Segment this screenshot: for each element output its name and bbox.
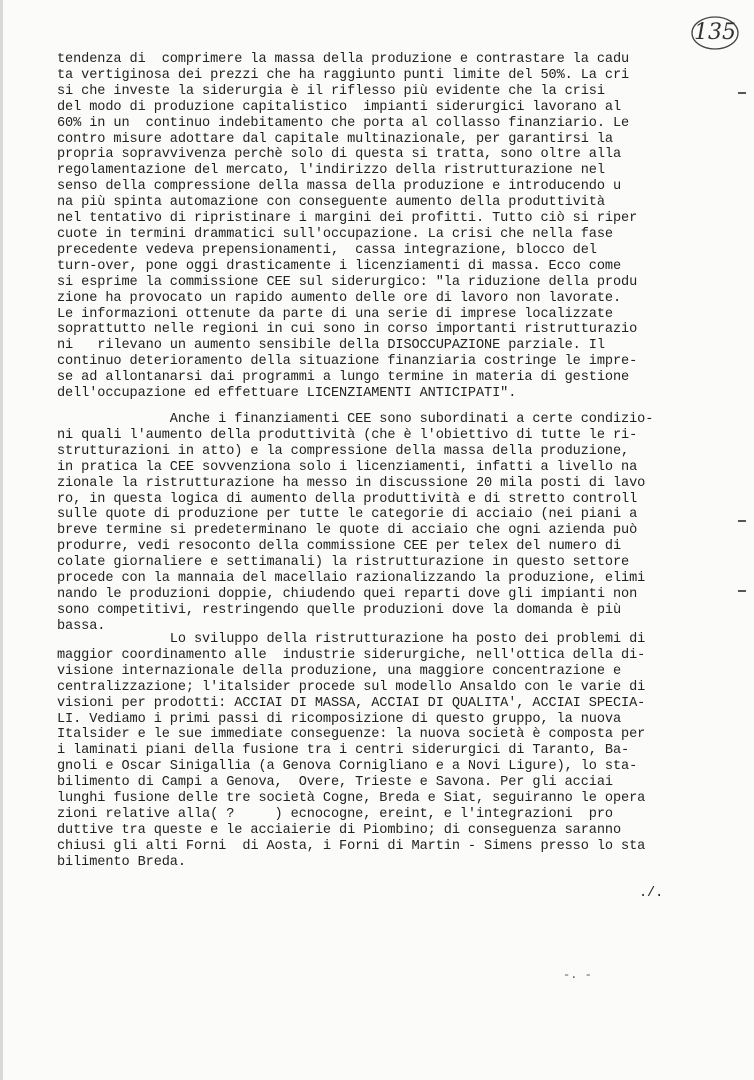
text-line: bilimento di Campi a Genova, Overe, Trieste e Savona. Per gli acciai bbox=[57, 775, 613, 791]
text-line: 60% in un continuo indebitamento che porta al collasso finanziario. Le bbox=[57, 115, 630, 131]
text-line: Le informazioni ottenute da parte di una serie di imprese localizzate bbox=[57, 306, 613, 322]
text-line: nel tentativo di ripristinare i margini dei profitti. Tutto ciò si riper bbox=[57, 211, 638, 227]
text-line: continuo deterioramento della situazione finanziaria costringe le impre- bbox=[57, 354, 638, 370]
text-line: zione ha provocato un rapido aumento delle ore di lavoro non lavorate. bbox=[57, 290, 622, 306]
text-line: bassa. bbox=[57, 618, 106, 634]
text-line: ro, in questa logica di aumento della produttività e di stretto controll bbox=[57, 491, 638, 507]
text-line: na più spinta automazione con conseguente aumento della produttività bbox=[57, 195, 605, 211]
margin-tick bbox=[738, 590, 746, 592]
text-line: contro misure adottare dal capitale multinazionale, per garantirsi la bbox=[57, 131, 613, 147]
text-line: zionale la ristrutturazione ha messo in discussione 20 mila posti di lavo bbox=[57, 475, 646, 491]
text-line: Lo sviluppo della ristrutturazione ha posto dei problemi di bbox=[57, 632, 646, 647]
text-line: turn-over, pone oggi drasticamente i licenziamenti di massa. Ecco come bbox=[57, 258, 622, 274]
margin-tick bbox=[738, 92, 746, 94]
text-line: precedente vedeva prepensionamenti, cassa integrazione, blocco del bbox=[57, 242, 597, 258]
text-line: colate giornaliere e settimanali) la ristrutturazione in questo settore bbox=[57, 555, 630, 571]
page-number-stamp bbox=[689, 14, 741, 52]
text-line: propria sopravvivenza perchè solo di questa si tratta, sono oltre alla bbox=[57, 147, 622, 163]
text-line: strutturazioni in atto) e la compressione della massa della produzione, bbox=[57, 443, 630, 459]
text-line: chiusi gli alti Forni di Aosta, i Forni di Martin - Simens presso lo sta bbox=[57, 838, 646, 854]
text-line: LI. Vediamo i primi passi di ricomposizione di questo gruppo, la nuova bbox=[57, 711, 622, 727]
paragraph-3 bbox=[57, 632, 737, 871]
text-line: del modo di produzione capitalistico impianti siderurgici lavorano al bbox=[57, 99, 622, 115]
text-line: se ad allontanarsi dai programmi a lungo termine in materia di gestione bbox=[57, 370, 630, 386]
text-line: nando le produzioni doppie, chiudendo quei reparti dove gli impianti non bbox=[57, 586, 638, 602]
text-line: visioni per prodotti: ACCIAI DI MASSA, ACCIAI DI QUALITA', ACCIAI SPECIA- bbox=[57, 695, 646, 711]
text-line: cuote in termini drammatici sull'occupazione. La crisi che nella fase bbox=[57, 226, 613, 242]
page-number: 135 bbox=[694, 20, 736, 45]
text-line: sono competitivi, restringendo quelle produzioni dove la domanda è più bbox=[57, 602, 622, 618]
text-line: duttive tra queste e le acciaierie di Piombino; di conseguenza saranno bbox=[57, 822, 622, 838]
text-line: Italsider e le sue immediate conseguenze: la nuova società è composta per bbox=[57, 727, 646, 743]
paragraph-1 bbox=[57, 52, 737, 402]
text-line: bilimento Breda. bbox=[57, 854, 186, 870]
text-line: in pratica la CEE sovvenziona solo i licenziamenti, infatti a livello na bbox=[57, 459, 638, 475]
text-line: visione internazionale della produzione, una maggiore concentrazione e bbox=[57, 663, 622, 679]
text-line: dell'occupazione ed effettuare LICENZIAMENTI ANTICIPATI". bbox=[57, 386, 517, 402]
text-line: gnoli e Oscar Sinigallia (a Genova Cornigliano e a Novi Ligure), lo sta- bbox=[57, 759, 638, 775]
text-line: breve termine si predeterminano le quote di acciaio che ogni azienda può bbox=[57, 523, 638, 539]
text-line: regolamentazione del mercato, l'indirizzo della ristrutturazione nel bbox=[57, 163, 605, 179]
text-line: ni quali l'aumento della produttività (che è l'obiettivo di tutte le ri- bbox=[57, 427, 638, 443]
text-line: centralizzazione; l'italsider procede sul modello Ansaldo con le varie di bbox=[57, 679, 646, 695]
text-line: i laminati piani della fusione tra i centri siderurgici di Taranto, Ba- bbox=[57, 743, 630, 759]
text-line: tendenza di comprimere la massa della produzione e contrastare la cadu bbox=[57, 52, 630, 67]
text-line: si esprime la commissione CEE sul siderurgico: "la riduzione della produ bbox=[57, 274, 638, 290]
text-line: zioni relative alla( ? ) ecnocogne, ereint, e l'integrazioni pro bbox=[57, 806, 613, 822]
stray-mark: -. - bbox=[563, 968, 592, 982]
text-line: si che investe la siderurgia è il riflesso più evidente che la crisi bbox=[57, 83, 605, 99]
text-line: sulle quote di produzione per tutte le categorie di acciaio (nei piani a bbox=[57, 507, 638, 523]
text-line: senso della compressione della massa della produzione e introducendo u bbox=[57, 179, 622, 195]
text-line: produrre, vedi resoconto della commissione CEE per telex del numero di bbox=[57, 539, 622, 555]
text-line: ta vertiginosa dei prezzi che ha raggiunto punti limite del 50%. La cri bbox=[57, 67, 630, 83]
text-line: soprattutto nelle regioni in cui sono in corso importanti ristrutturazio bbox=[57, 322, 638, 338]
text-line: ni rilevano un aumento sensibile della DISOCCUPAZIONE parziale. Il bbox=[57, 338, 605, 354]
text-line: maggior coordinamento alle industrie siderurgiche, nell'ottica della di- bbox=[57, 647, 646, 663]
paragraph-2 bbox=[57, 412, 737, 635]
text-line: lunghi fusione delle tre società Cogne, Breda e Siat, seguiranno le opera bbox=[57, 791, 646, 807]
text-line: Anche i finanziamenti CEE sono subordinati a certe condizio- bbox=[57, 412, 654, 427]
margin-tick bbox=[738, 520, 746, 522]
text-line: procede con la mannaia del macellaio razionalizzando la produzione, elimi bbox=[57, 571, 646, 587]
continuation-mark: ./. bbox=[639, 886, 664, 901]
